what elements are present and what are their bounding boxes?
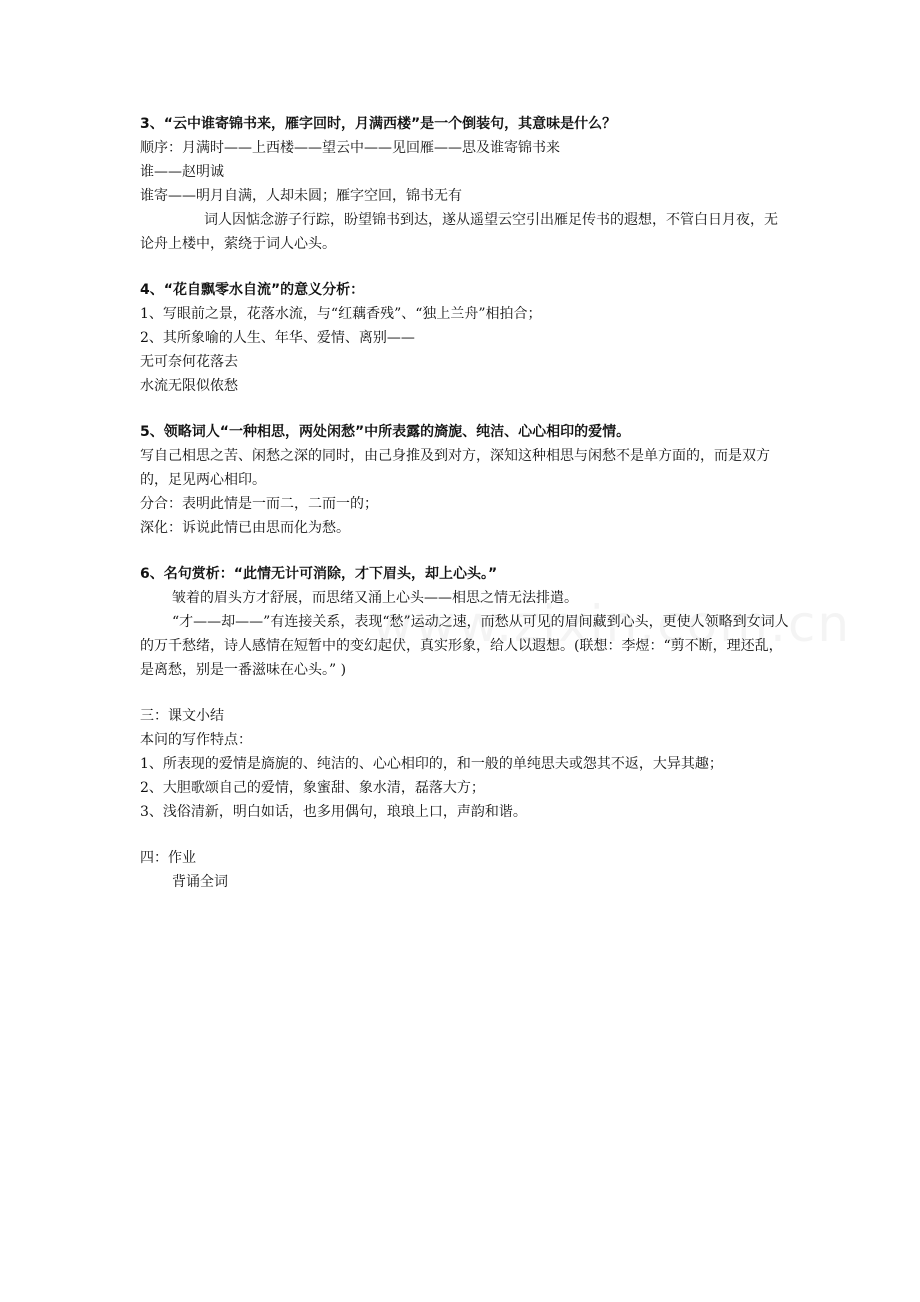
homework-item: 背诵全词 xyxy=(172,874,228,890)
document-body xyxy=(140,112,790,894)
section-5-paragraph: 写自己相思之苦、闲愁之深的同时，由己身推及到对方，深知这种相思与闲愁不是单方面的，而是双方的，足见两心相印。 xyxy=(140,448,770,488)
summary-section xyxy=(140,704,790,824)
homework-section xyxy=(140,846,790,894)
summary-point-2: 2、大胆歌颂自己的爱情，象蜜甜、象水清，磊落大方； xyxy=(140,780,485,796)
section-5 xyxy=(140,420,790,540)
section-3-line-3: 谁寄——明月自满，人却未圆；雁字空回，锦书无有 xyxy=(140,188,462,204)
section-6-paragraph: “才——却——”有连接关系，表现“愁”运动之速，而愁从可见的眉间藏到心头，更使人领略到女词人的万千愁绪，诗人感情在短暂中的变幻起伏，真实形象，给人以遐想。(联想：李煜：“剪不断，理还乱，是离愁，别是一番滋味在心头。” ) xyxy=(140,614,789,678)
summary-point-3: 3、浅俗清新，明白如话，也多用偶句，琅琅上口，声韵和谐。 xyxy=(140,804,527,820)
homework-heading: 四：作业 xyxy=(140,850,196,866)
section-4 xyxy=(140,278,790,398)
section-3-line-1: 顺序：月满时——上西楼——望云中——见回雁——思及谁寄锦书来 xyxy=(140,140,560,156)
section-4-title: 4、“花自飘零水自流”的意义分析： xyxy=(140,282,365,298)
section-6-line-1: 皱着的眉头方才舒展，而思绪又涌上心头——相思之情无法排遣。 xyxy=(172,590,578,606)
section-6-title: 6、名句赏析：“此情无计可消除，才下眉头，却上心头。” xyxy=(140,566,498,582)
spacer xyxy=(140,540,790,562)
summary-point-1: 1、所表现的爱情是旖旎的、纯洁的、心心相印的，和一般的单纯思夫或怨其不返，大异其趣； xyxy=(140,756,723,772)
spacer xyxy=(140,398,790,420)
section-6 xyxy=(140,562,790,682)
section-5-line-1: 分合：表明此情是一而二，二而一的； xyxy=(140,496,378,512)
spacer xyxy=(140,682,790,704)
section-3-line-2: 谁——赵明诚 xyxy=(140,164,224,180)
section-3 xyxy=(140,112,790,256)
summary-subheading: 本问的写作特点： xyxy=(140,732,252,748)
section-4-line-1: 1、写眼前之景，花落水流，与“红藕香残”、“独上兰舟”相拍合； xyxy=(140,306,542,322)
section-3-title: 3、“云中谁寄锦书来，雁字回时，月满西楼”是一个倒装句，其意味是什么？ xyxy=(140,116,617,132)
spacer xyxy=(140,824,790,846)
spacer xyxy=(140,256,790,278)
section-4-line-4: 水流无限似侬愁 xyxy=(140,378,238,394)
section-4-line-3: 无可奈何花落去 xyxy=(140,354,238,370)
summary-heading: 三：课文小结 xyxy=(140,708,224,724)
section-3-paragraph: 词人因惦念游子行踪，盼望锦书到达，遂从遥望云空引出雁足传书的遐想，不管白日月夜，无论舟上楼中，萦绕于词人心头。 xyxy=(140,212,778,252)
section-4-line-2: 2、其所象喻的人生、年华、爱情、离别—— xyxy=(140,330,415,346)
section-5-title: 5、领略词人“一种相思，两处闲愁”中所表露的旖旎、纯洁、心心相印的爱情。 xyxy=(140,424,631,440)
section-5-line-2: 深化：诉说此情已由思而化为愁。 xyxy=(140,520,350,536)
